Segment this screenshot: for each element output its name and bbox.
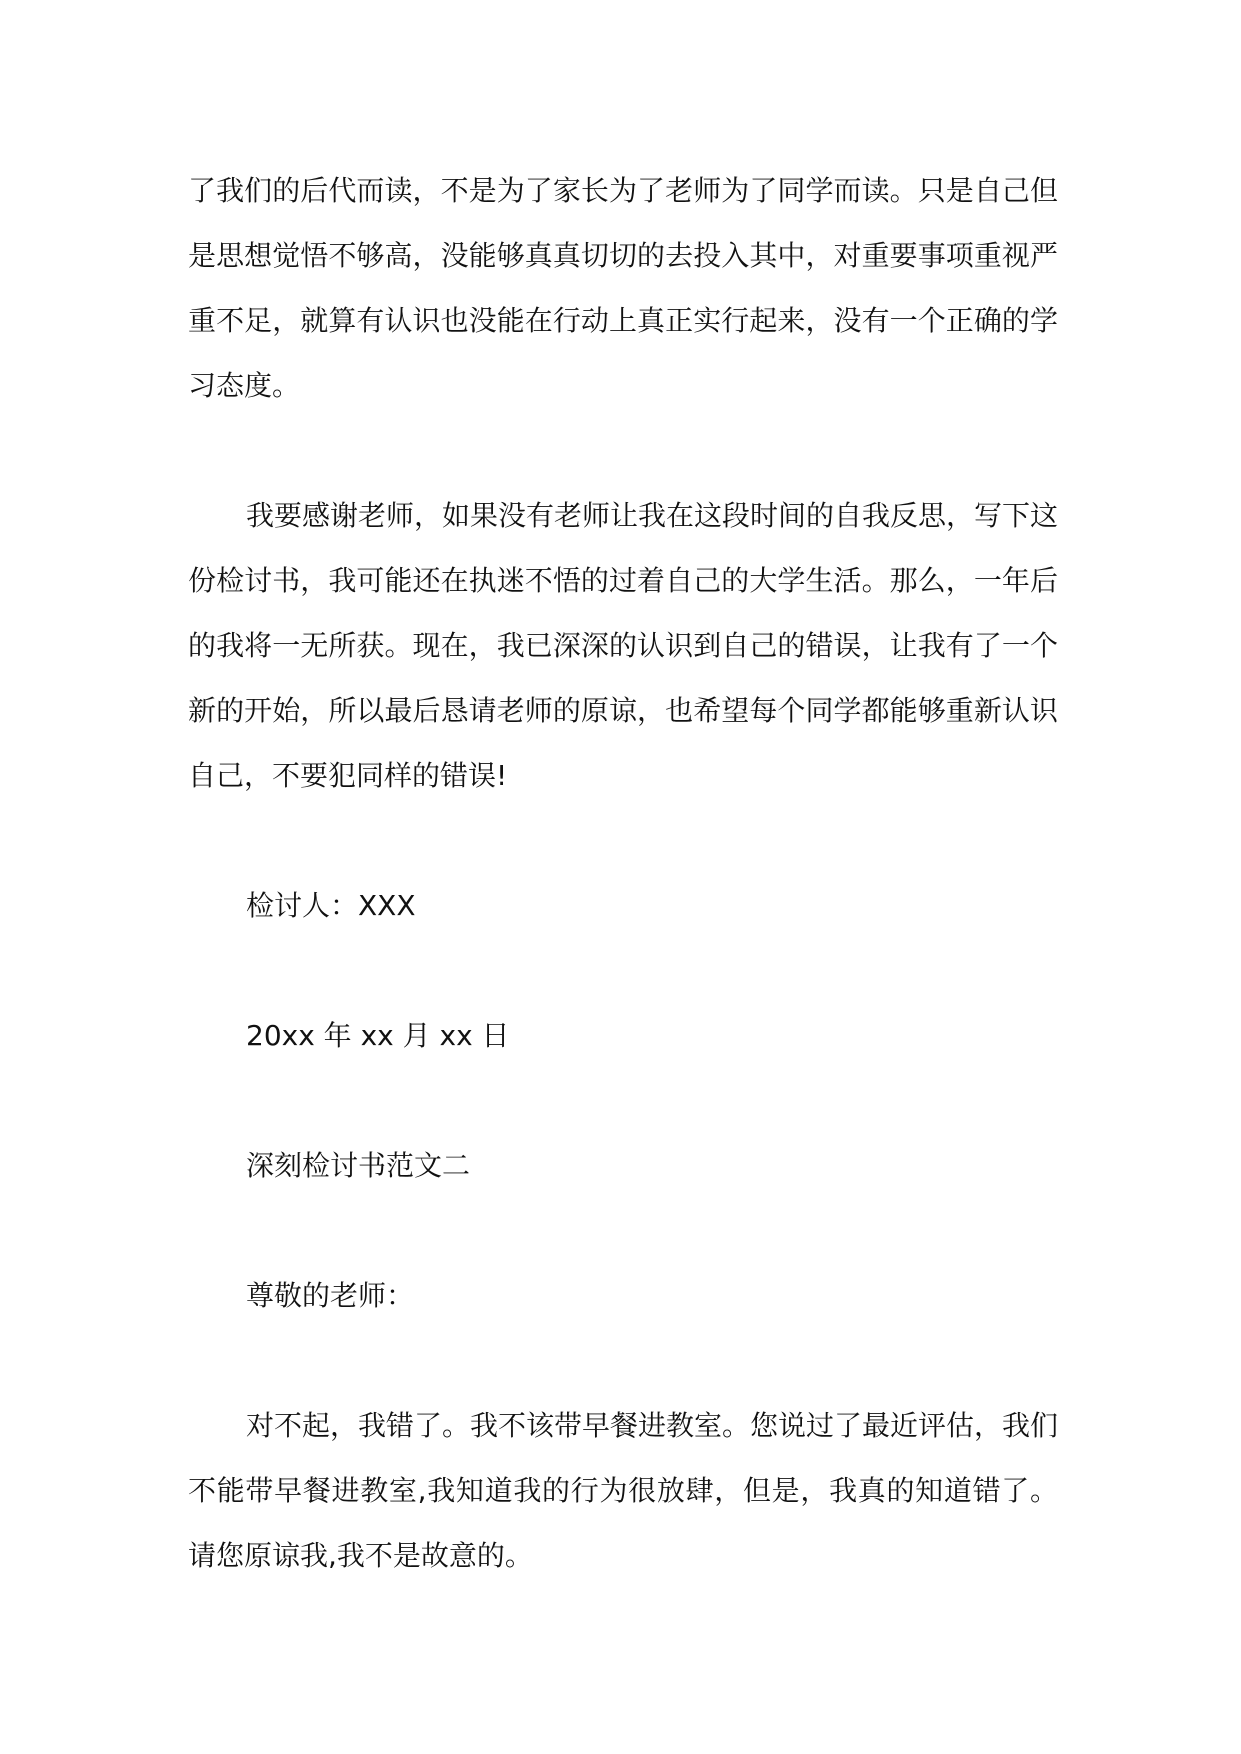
- document-body: [188, 158, 1058, 1653]
- signature-line: 检讨人：XXX: [246, 889, 416, 922]
- date-line: 20xx 年 xx 月 xx 日: [246, 1019, 510, 1052]
- section-title: 深刻检讨书范文二: [246, 1149, 471, 1182]
- paragraph-apology: 对不起，我错了。我不该带早餐进教室。您说过了最近评估，我们不能带早餐进教室,我知道我的行为很放肆，但是，我真的知道错了。请您原谅我,我不是故意的。: [188, 1409, 1059, 1572]
- paragraph-thanks: 我要感谢老师，如果没有老师让我在这段时间的自我反思，写下这份检讨书，我可能还在执迷不悟的过着自己的大学生活。那么，一年后的我将一无所获。现在，我已深深的认识到自己的错误，让我有了一个新的开始，所以最后恳请老师的原谅，也希望每个同学都能够重新认识自己，不要犯同样的错误!: [188, 499, 1059, 792]
- salutation: 尊敬的老师：: [246, 1279, 415, 1312]
- paragraph-continued: 了我们的后代而读，不是为了家长为了老师为了同学而读。只是自己但是思想觉悟不够高，没能够真真切切的去投入其中，对重要事项重视严重不足，就算有认识也没能在行动上真正实行起来，没有一个正确的学习态度。: [188, 174, 1058, 402]
